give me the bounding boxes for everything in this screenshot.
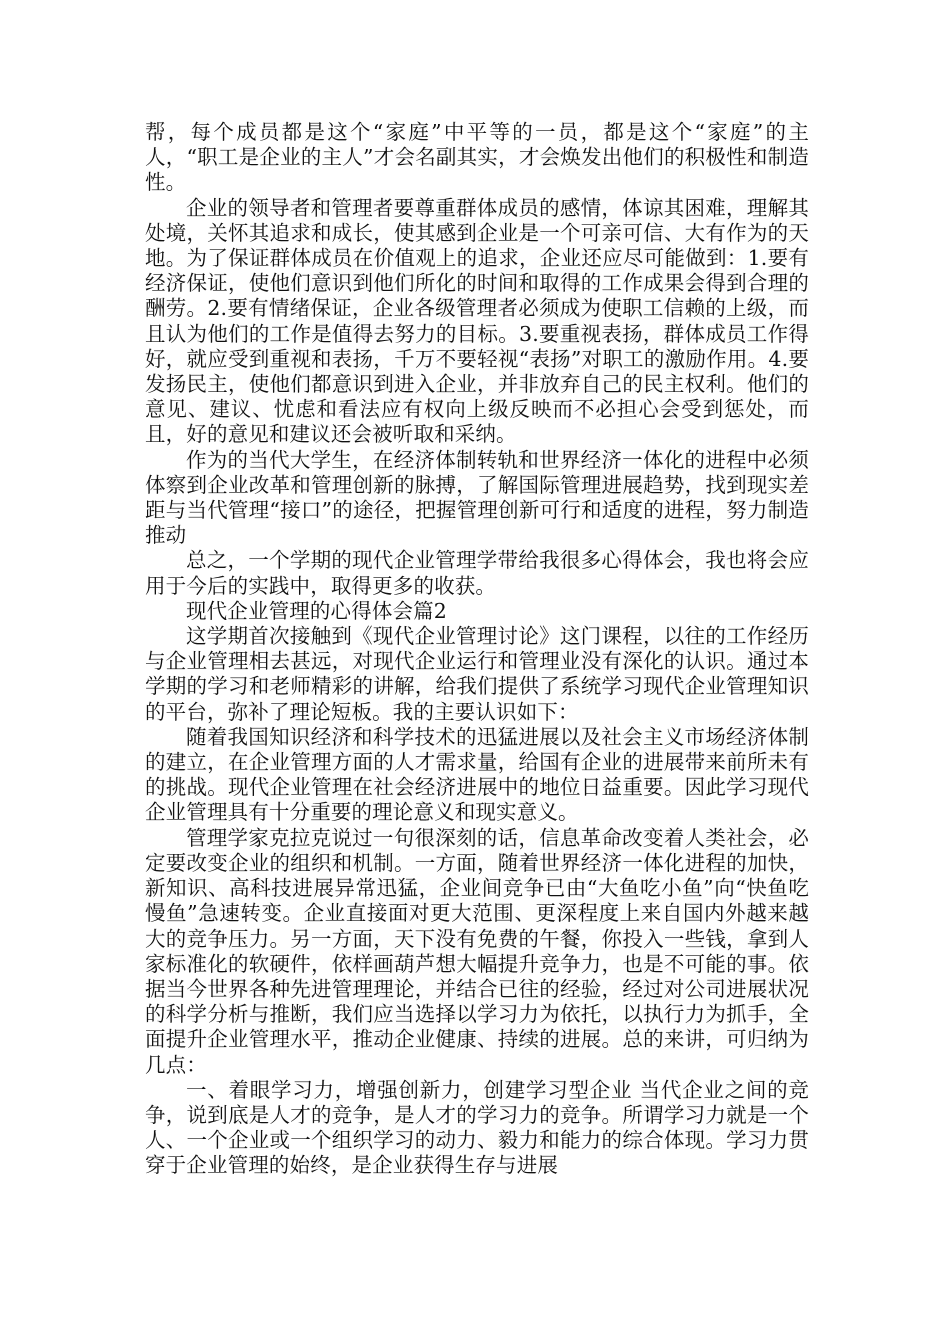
paragraph-clark-quote: 管理学家克拉克说过一句很深刻的话，信息革命改变着人类社会，必定要改变企业的组织和机制。一方面，随着世界经济一体化进程的加快，新知识、高科技进展异常迅猛，企业间竞争已由“大鱼吃小鱼”向“快鱼吃慢鱼”急速转变。企业直接面对更大范围、更深程度上来自国内外越来越大的竞争压力。另一方面，天下没有免费的午餐，你投入一些钱，拿到人家标准化的软硬件，依样画葫芦想大幅提升竞争力，也是不可能的事。依据当今世界各种先进管理理论，并结合已往的经验，经过对公司进展状况的科学分析与推断，我们应当选择以学习力为依托，以执行力为抓手，全面提升企业管理水平，推动企业健康、持续的进展。总的来讲，可归纳为几点：	[145, 825, 809, 1077]
paragraph-respect-members: 企业的领导者和管理者要尊重群体成员的感情，体谅其困难，理解其处境，关怀其追求和成长，使其感到企业是一个可亲可信、大有作为的天地。为了保证群体成员在价值观上的追求，企业还应尽可能做到：1.要有经济保证，使他们意识到他们所化的时间和取得的工作成果会得到合理的酬劳。2.要有情绪保证，企业各级管理者必须成为使职工信赖的上级，而且认为他们的工作是值得去努力的目标。3.要重视表扬，群体成员工作得好，就应受到重视和表扬，千万不要轻视“表扬”对职工的激励作用。4.要发扬民主，使他们都意识到进入企业，并非放弃自己的民主权利。他们的意见、建议、忧虑和看法应有权向上级反映而不必担心会受到惩处，而且，好的意见和建议还会被听取和采纳。	[145, 195, 809, 447]
section-heading: 现代企业管理的心得体会篇2	[186, 598, 447, 623]
document-page	[145, 120, 809, 1179]
paragraph-continued: 帮，每个成员都是这个“家庭”中平等的一员，都是这个“家庭”的主人，“职工是企业的主人”才会名副其实，才会焕发出他们的积极性和制造性。	[145, 120, 809, 195]
paragraph-learning-power: 一、着眼学习力，增强创新力，创建学习型企业 当代企业之间的竞争，说到底是人才的竞争，是人才的学习力的竞争。所谓学习力就是一个人、一个企业或一个组织学习的动力、毅力和能力的综合体现。学习力贯穿于企业管理的始终，是企业获得生存与进展	[145, 1077, 809, 1178]
paragraph-summary: 总之，一个学期的现代企业管理学带给我很多心得体会，我也将会应用于今后的实践中，取得更多的收获。	[145, 548, 809, 598]
paragraph-course-intro: 这学期首次接触到《现代企业管理讨论》这门课程，以往的工作经历与企业管理相去甚远，对现代企业运行和管理业没有深化的认识。通过本学期的学习和老师精彩的讲解，给我们提供了系统学习现代企业管理知识的平台，弥补了理论短板。我的主要认识如下：	[145, 624, 809, 724]
paragraph-knowledge-economy: 随着我国知识经济和科学技术的迅猛进展以及社会主义市场经济体制的建立，在企业管理方面的人才需求量，给国有企业的进展带来前所未有的挑战。现代企业管理在社会经济进展中的地位日益重要。因此学习现代企业管理具有十分重要的理论意义和现实意义。	[145, 724, 809, 825]
paragraph-students: 作为的当代大学生，在经济体制转轨和世界经济一体化的进程中必须体察到企业改革和管理创新的脉搏，了解国际管理进展趋势，找到现实差距与当代管理“接口”的途径，把握管理创新可行和适度的进程，努力制造推动	[145, 447, 809, 548]
